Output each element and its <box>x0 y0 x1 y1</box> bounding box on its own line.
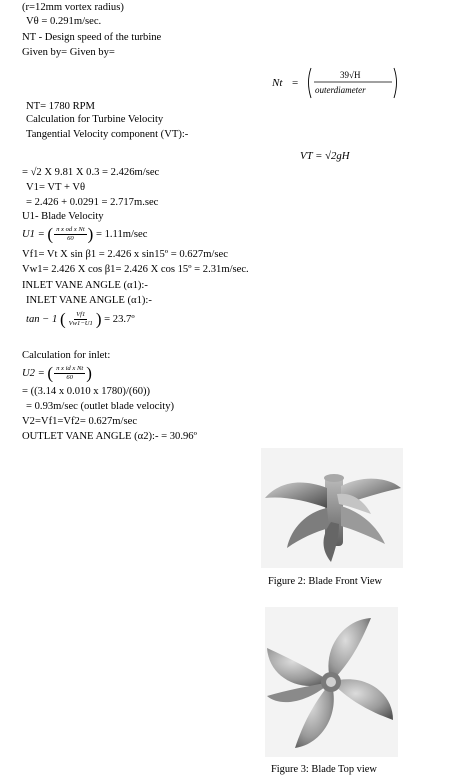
vt-calc: = √2 X 9.81 X 0.3 = 2.426m/sec <box>22 167 160 178</box>
v1-calc: = 2.426 + 0.0291 = 2.717m.sec <box>26 197 159 208</box>
nt-definition: NT - Design speed of the turbine <box>22 32 162 43</box>
nt-equals: = <box>292 77 299 89</box>
u2-lhs: U2 = <box>22 367 45 379</box>
u2-calc <box>22 386 150 398</box>
u2-numerator: π x id x Nt <box>56 365 84 372</box>
v-theta-value: Vθ = 0.291m/sec. <box>26 16 102 27</box>
calc-heading: Calculation for Turbine Velocity <box>26 114 164 125</box>
calc-inlet-heading: Calculation for inlet: <box>22 350 111 361</box>
right-paren <box>394 68 397 98</box>
tan-fraction <box>67 311 95 328</box>
u2-open-paren: ( <box>47 363 54 383</box>
tan-lhs: tan − 1 <box>26 314 58 325</box>
u1-close-paren: ) <box>87 224 94 244</box>
v1-equation: V1= VT + Vθ <box>26 182 86 193</box>
blade-top-view-image <box>265 607 398 757</box>
u1-numerator: π x od x Nt <box>56 226 85 233</box>
vt-equation: VT = √2gH <box>300 150 350 162</box>
nt-rpm: NT= 1780 RPM <box>26 101 95 112</box>
vf1-calc: Vf1= Vt X sin β1 = 2.426 x sin15º = 0.627m/sec <box>22 249 228 260</box>
left-paren <box>309 68 312 98</box>
u2-close-paren: ) <box>86 363 92 383</box>
blade-front-view-image <box>261 448 403 568</box>
blade-front-view-svg <box>261 448 403 568</box>
tan-open-paren: ( <box>59 309 66 329</box>
u1-heading: U1- Blade Velocity <box>22 211 104 222</box>
u2-calc-text: = ((3.14 x 0.010 x 1780)/(60)) <box>22 386 151 397</box>
tan-numerator: Vf1 <box>76 311 86 319</box>
u2-denominator: 60 <box>66 374 73 381</box>
u2-fraction <box>54 365 85 382</box>
u1-result: = 1.11m/sec <box>95 228 148 240</box>
outlet-vane-angle: OUTLET VANE ANGLE (α2):- = 30.96º <box>22 431 197 442</box>
figure-2-caption: Figure 2: Blade Front View <box>268 576 383 587</box>
u1-lhs: U1 = <box>22 228 45 240</box>
u1-equation <box>22 226 147 243</box>
u2-result: = 0.93m/sec (outlet blade velocity) <box>26 401 175 412</box>
nt-equation <box>270 64 400 104</box>
vortex-radius-note: (r=12mm vortex radius) <box>22 2 124 13</box>
nt-denominator: outerdiameter <box>315 85 366 95</box>
vw1-calc: Vw1= 2.426 X cos β1= 2.426 X cos 15º = 2.31m/sec. <box>22 264 249 275</box>
blade-top-view-svg <box>265 607 398 757</box>
tan-result: = 23.7º <box>104 314 135 325</box>
nt-numerator: 39√H <box>340 70 361 80</box>
nt-equation-svg <box>270 64 400 104</box>
tan-close-paren: ) <box>95 309 102 329</box>
given-by-line: Given by= Given by= <box>22 47 115 58</box>
u2-equation <box>22 365 92 382</box>
nt-lhs: Nt <box>272 77 283 89</box>
figure-3-caption: Figure 3: Blade Top view <box>271 764 377 775</box>
u1-fraction <box>54 226 87 243</box>
inlet-vane-angle-2: INLET VANE ANGLE (α1):- <box>26 295 152 306</box>
u1-open-paren: ( <box>47 224 54 244</box>
tan-denominator: Vw1−U1 <box>68 320 93 328</box>
u1-denominator: 60 <box>67 235 74 242</box>
tan-equation <box>26 311 135 329</box>
tangential-heading: Tangential Velocity component (VT):- <box>26 129 189 140</box>
v2-equation: V2=Vf1=Vf2= 0.627m/sec <box>22 416 138 427</box>
inlet-vane-angle-1: INLET VANE ANGLE (α1):- <box>22 280 148 291</box>
